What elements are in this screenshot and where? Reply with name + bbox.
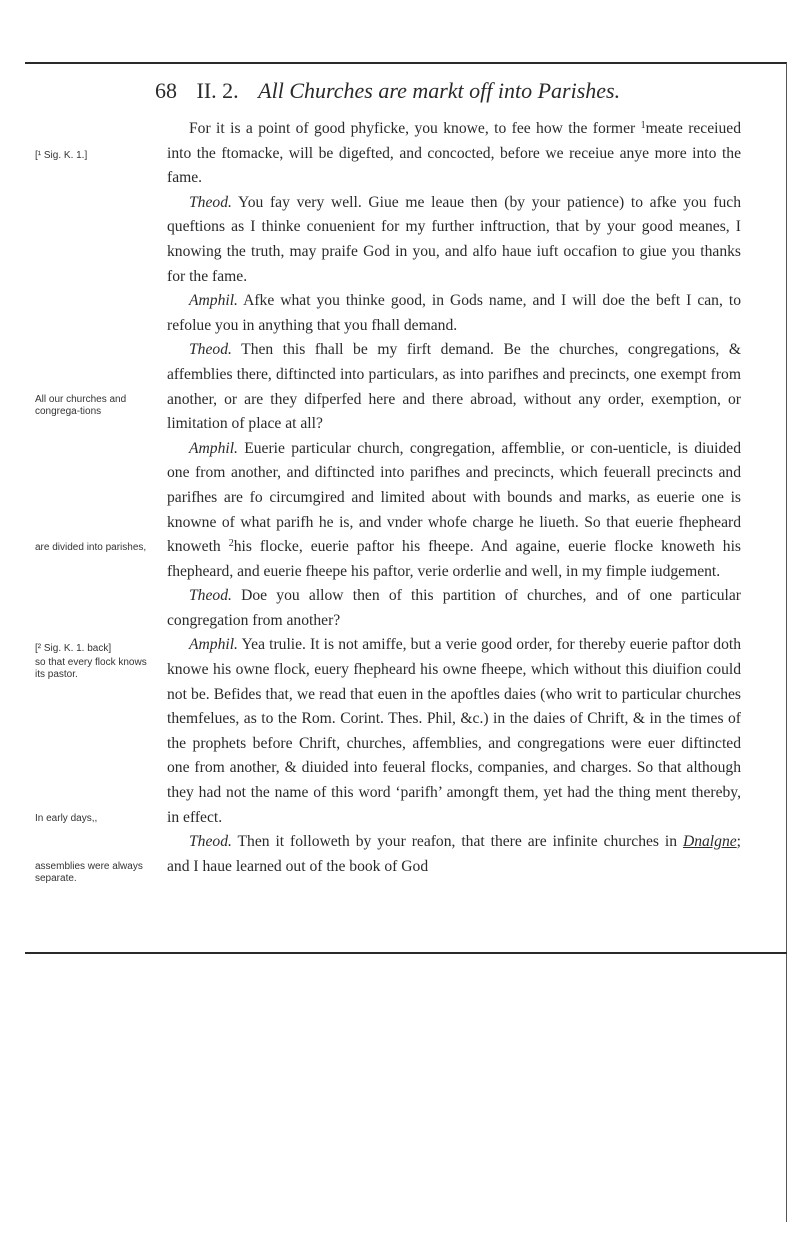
- bottom-rule: [25, 952, 787, 954]
- speaker-name: Theod.: [189, 833, 232, 851]
- paragraph: Theod. Then it followeth by your reafon, that there are infinite churches in Dnalgne; and I haue learned out of the book of God: [167, 833, 741, 875]
- paragraph: Theod. Doe you allow then of this partition of churches, and of one particular congregation from another?: [167, 587, 741, 629]
- speaker-name: Amphil.: [189, 636, 238, 654]
- speaker-name: Amphil.: [189, 292, 238, 310]
- sidenote-churches: All our churches and congrega-tions: [35, 394, 127, 417]
- footnote-ref: 1: [640, 120, 646, 131]
- speaker-name: Theod.: [189, 587, 232, 605]
- sidenote-early: In early days,,: [35, 813, 98, 824]
- paragraph: Amphil. Yea trulie. It is not amiffe, but a verie good order, for thereby euerie paftor doth knowe his owne flock, euery fhepheard his owne fheepe, which without this diuifion could not be. Befides that, we read that euen in the apoftles daies (who writ to particular churches themfelues, as to the Rom. Corint. Thes. Phil, &c.) in the daies of Chrift, & in the times of the prophets before Chrift, churches, affemblies, and congregations were euer diftincted one from another, & diuided into feueral flocks, companies, and charges. So that although they had not the name of this word ‘parifh’ amongft them, yet had the thing ment thereby, in effect.: [167, 636, 741, 826]
- paragraph: Theod. Then this fhall be my firft demand. Be the churches, congregations, & affemblies there, diftincted into particulars, as into parifhes and precincts, one exempt from another, or are they difperfed here and there abroad, without any order, exemption, or limitation of place at all?: [167, 341, 741, 433]
- page-title: All Churches are markt off into Parishes.: [258, 78, 621, 103]
- sidenote-sig-2: [² Sig. K. 1. back]: [35, 643, 112, 654]
- running-head: [155, 76, 715, 106]
- paragraph: For it is a point of good phyficke, you knowe, to fee how the former $^1$meate receiued into the ftomacke, will be digefted, and concocted, before we receiue anye more into the fame.: [167, 120, 741, 187]
- speaker-name: Amphil.: [189, 439, 238, 457]
- paragraph: Amphil. Afke what you thinke good, in Gods name, and I will doe the beft I can, to refolue you in anything that you fhall demand.: [167, 292, 741, 334]
- sidenote-divided: are divided into parishes,: [35, 542, 147, 553]
- page-number: 68: [155, 78, 177, 103]
- place-name: Dnalgne: [682, 833, 737, 851]
- speaker-name: Theod.: [189, 193, 232, 211]
- section-number: II. 2.: [196, 78, 239, 103]
- sidenote-assemblies: assemblies were always separate.: [35, 861, 143, 884]
- speaker-name: Theod.: [189, 341, 232, 359]
- body-text: [167, 117, 741, 879]
- sidenote-sig-1: [¹ Sig. K. 1.]: [35, 150, 88, 161]
- sidenote-flock: so that every flock knows its pastor.: [35, 657, 147, 680]
- paragraph: Theod. You fay very well. Giue me leaue then (by your patience) to afke you fuch queftions as I thinke conuenient for my further inftruction, that by your good meanes, I knowing the truth, may praife God in you, and alfo haue iuft occafion to giue you thanks for the fame.: [167, 193, 741, 285]
- footnote-ref: 2: [228, 538, 234, 550]
- paragraph: Amphil. Euerie particular church, congregation, affemblie, or con-uenticle, is diuided one from another, and diftincted into parifhes and precincts, which feuerall precincts and parifhes are fo circumgired and limited about with bounds and marks, as euerie one is knowne of what parifh he is, and vnder whofe charge he liueth. So that euerie fhepheard knoweth $^2$his flocke, euerie paftor his fheepe. And againe, euerie flocke knoweth his fhepheard, and euerie fheepe his paftor, verie orderlie and well, in my fimple iudgement.: [167, 439, 741, 580]
